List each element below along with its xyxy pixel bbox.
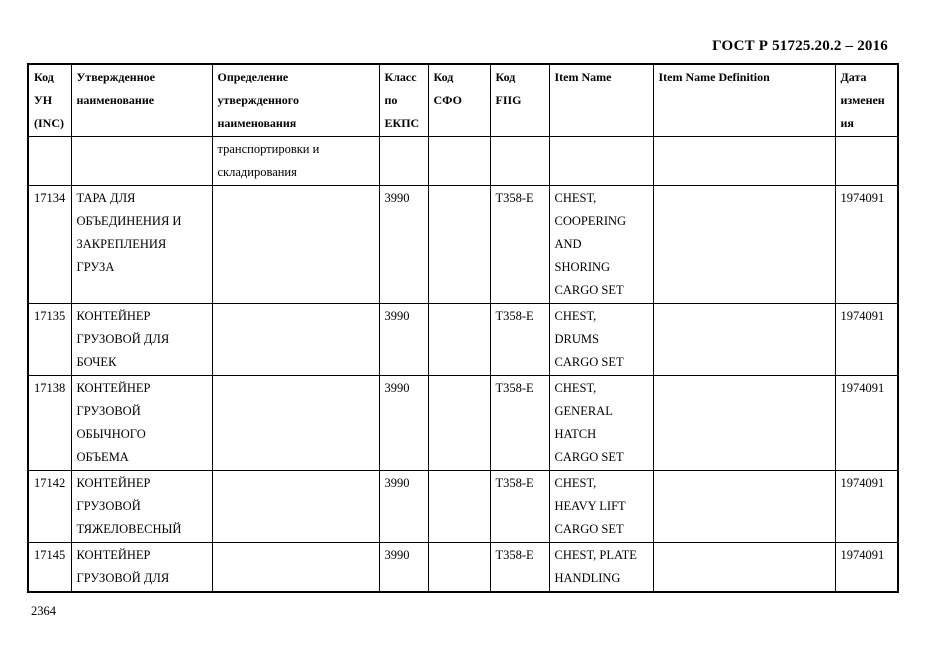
- cell-fiig-code: T358-E: [490, 543, 549, 593]
- cell-inc-code: [28, 543, 71, 593]
- cell-name-definition: [212, 543, 379, 593]
- cell-item-name: [549, 376, 653, 471]
- cell-line: CHEST, PLATE: [554, 548, 637, 562]
- header-line: Код: [495, 70, 516, 84]
- header-line: FIIG: [495, 93, 522, 107]
- cell-item-name-definition: [653, 186, 835, 304]
- cell-item-name: [549, 471, 653, 543]
- header-ekps-class: [379, 64, 428, 137]
- cell-line: CHEST,: [554, 191, 597, 205]
- cell-item-name: [549, 137, 653, 186]
- header-line: изменен: [840, 93, 885, 107]
- cell-inc-code: [28, 304, 71, 376]
- cell-change-date: [835, 137, 898, 186]
- cell-change-date: 1974091: [835, 186, 898, 304]
- header-line: Дата: [840, 70, 867, 84]
- cell-line: GENERAL: [554, 404, 613, 418]
- cell-sfo-code: [428, 304, 490, 376]
- cell-line: HEAVY LIFT: [554, 499, 626, 513]
- header-line: (INC): [34, 116, 64, 130]
- header-inc-code: [28, 64, 71, 137]
- cell-inc-code: [28, 376, 71, 471]
- cell-ekps-class: [379, 137, 428, 186]
- header-item-name: [549, 64, 653, 137]
- cell-item-name: [549, 543, 653, 593]
- cell-line: КОНТЕЙНЕР: [76, 381, 151, 395]
- cell-fiig-code: T358-E: [490, 304, 549, 376]
- header-line: наименование: [76, 93, 155, 107]
- cell-change-date: 1974091: [835, 471, 898, 543]
- cell-name-definition: [212, 137, 379, 186]
- header-line: Код: [34, 70, 54, 84]
- cell-line: ОБЪЕМА: [76, 450, 129, 464]
- cell-line: складирования: [217, 165, 297, 179]
- cell-line: 17134: [34, 191, 66, 205]
- cell-inc-code: [28, 186, 71, 304]
- page-number: 2364: [31, 604, 56, 618]
- cell-line: 17145: [34, 548, 66, 562]
- cell-fiig-code: T358-E: [490, 376, 549, 471]
- cell-approved-name: [71, 304, 212, 376]
- cell-approved-name: [71, 186, 212, 304]
- header-line: Код: [433, 70, 454, 84]
- cell-line: ГРУЗОВОЙ ДЛЯ: [76, 571, 170, 585]
- cell-inc-code: [28, 471, 71, 543]
- cell-line: SHORING: [554, 260, 611, 274]
- cell-line: ТАРА ДЛЯ: [76, 191, 136, 205]
- header-line: ЕКПС: [384, 116, 420, 130]
- table-row: [28, 543, 898, 593]
- cell-line: ТЯЖЕЛОВЕСНЫЙ: [76, 522, 182, 536]
- cell-ekps-class: 3990: [379, 304, 428, 376]
- cell-line: КОНТЕЙНЕР: [76, 476, 151, 490]
- cell-line: ОБЪЕДИНЕНИЯ И: [76, 214, 182, 228]
- cell-sfo-code: [428, 543, 490, 593]
- cell-line: CHEST,: [554, 309, 597, 323]
- header-name-definition: [212, 64, 379, 137]
- cell-approved-name: [71, 376, 212, 471]
- cell-line: DRUMS: [554, 332, 599, 346]
- table-row: [28, 304, 898, 376]
- cell-fiig-code: [490, 137, 549, 186]
- cell-sfo-code: [428, 471, 490, 543]
- table-row: [28, 186, 898, 304]
- header-line: Утвержденное: [76, 70, 155, 84]
- cell-fiig-code: T358-E: [490, 186, 549, 304]
- cell-ekps-class: 3990: [379, 543, 428, 593]
- cell-name-definition: [212, 471, 379, 543]
- header-fiig-code: [490, 64, 549, 137]
- header-line: УН: [34, 93, 53, 107]
- cell-item-name: [549, 304, 653, 376]
- header-line: СФО: [433, 93, 462, 107]
- cell-approved-name: [71, 543, 212, 593]
- cell-line: ГРУЗОВОЙ ДЛЯ: [76, 332, 170, 346]
- cell-line: 17142: [34, 476, 66, 490]
- header-line: Определение: [217, 70, 289, 84]
- cell-line: БОЧЕК: [76, 355, 117, 369]
- cell-line: CARGO SET: [554, 522, 624, 536]
- cell-line: транспортировки и: [217, 142, 320, 156]
- cell-ekps-class: 3990: [379, 471, 428, 543]
- header-line: ия: [840, 116, 854, 130]
- cell-line: КОНТЕЙНЕР: [76, 309, 151, 323]
- cell-name-definition: [212, 376, 379, 471]
- cell-sfo-code: [428, 186, 490, 304]
- cell-ekps-class: 3990: [379, 186, 428, 304]
- header-line: утвержденного: [217, 93, 299, 107]
- cell-line: ГРУЗОВОЙ: [76, 404, 141, 418]
- cell-name-definition: [212, 186, 379, 304]
- cell-inc-code: [28, 137, 71, 186]
- cell-item-name: [549, 186, 653, 304]
- header-item-name-definition: [653, 64, 835, 137]
- cell-item-name-definition: [653, 376, 835, 471]
- cell-sfo-code: [428, 376, 490, 471]
- header-line: Класс: [384, 70, 417, 84]
- header-line: Item Name Definition: [658, 70, 770, 84]
- header-change-date: [835, 64, 898, 137]
- document-standard-header: ГОСТ Р 51725.20.2 – 2016: [712, 38, 888, 54]
- cell-item-name-definition: [653, 137, 835, 186]
- cell-sfo-code: [428, 137, 490, 186]
- header-line: наименования: [217, 116, 297, 130]
- header-line: по: [384, 93, 398, 107]
- cell-line: 17138: [34, 381, 66, 395]
- item-registry-table: [27, 63, 899, 593]
- cell-line: HATCH: [554, 427, 597, 441]
- cell-line: CHEST,: [554, 381, 597, 395]
- header-sfo-code: [428, 64, 490, 137]
- cell-line: HANDLING: [554, 571, 621, 585]
- table-body: [28, 137, 898, 593]
- table-row: [28, 137, 898, 186]
- cell-line: AND: [554, 237, 582, 251]
- cell-item-name-definition: [653, 304, 835, 376]
- cell-line: 17135: [34, 309, 66, 323]
- cell-line: CARGO SET: [554, 450, 624, 464]
- cell-fiig-code: T358-E: [490, 471, 549, 543]
- cell-ekps-class: 3990: [379, 376, 428, 471]
- cell-item-name-definition: [653, 543, 835, 593]
- cell-item-name-definition: [653, 471, 835, 543]
- cell-line: ГРУЗОВОЙ: [76, 499, 141, 513]
- header-line: Item Name: [554, 70, 612, 84]
- cell-approved-name: [71, 137, 212, 186]
- cell-line: COOPERING: [554, 214, 627, 228]
- header-approved-name: [71, 64, 212, 137]
- cell-line: ЗАКРЕПЛЕНИЯ: [76, 237, 167, 251]
- cell-line: КОНТЕЙНЕР: [76, 548, 151, 562]
- cell-line: CHEST,: [554, 476, 597, 490]
- cell-approved-name: [71, 471, 212, 543]
- cell-name-definition: [212, 304, 379, 376]
- cell-change-date: 1974091: [835, 376, 898, 471]
- cell-line: ГРУЗА: [76, 260, 115, 274]
- table-row: [28, 376, 898, 471]
- table-row: [28, 471, 898, 543]
- cell-line: CARGO SET: [554, 283, 624, 297]
- table-header-row: [28, 64, 898, 137]
- cell-change-date: 1974091: [835, 304, 898, 376]
- cell-line: ОБЫЧНОГО: [76, 427, 146, 441]
- cell-line: CARGO SET: [554, 355, 624, 369]
- cell-change-date: 1974091: [835, 543, 898, 593]
